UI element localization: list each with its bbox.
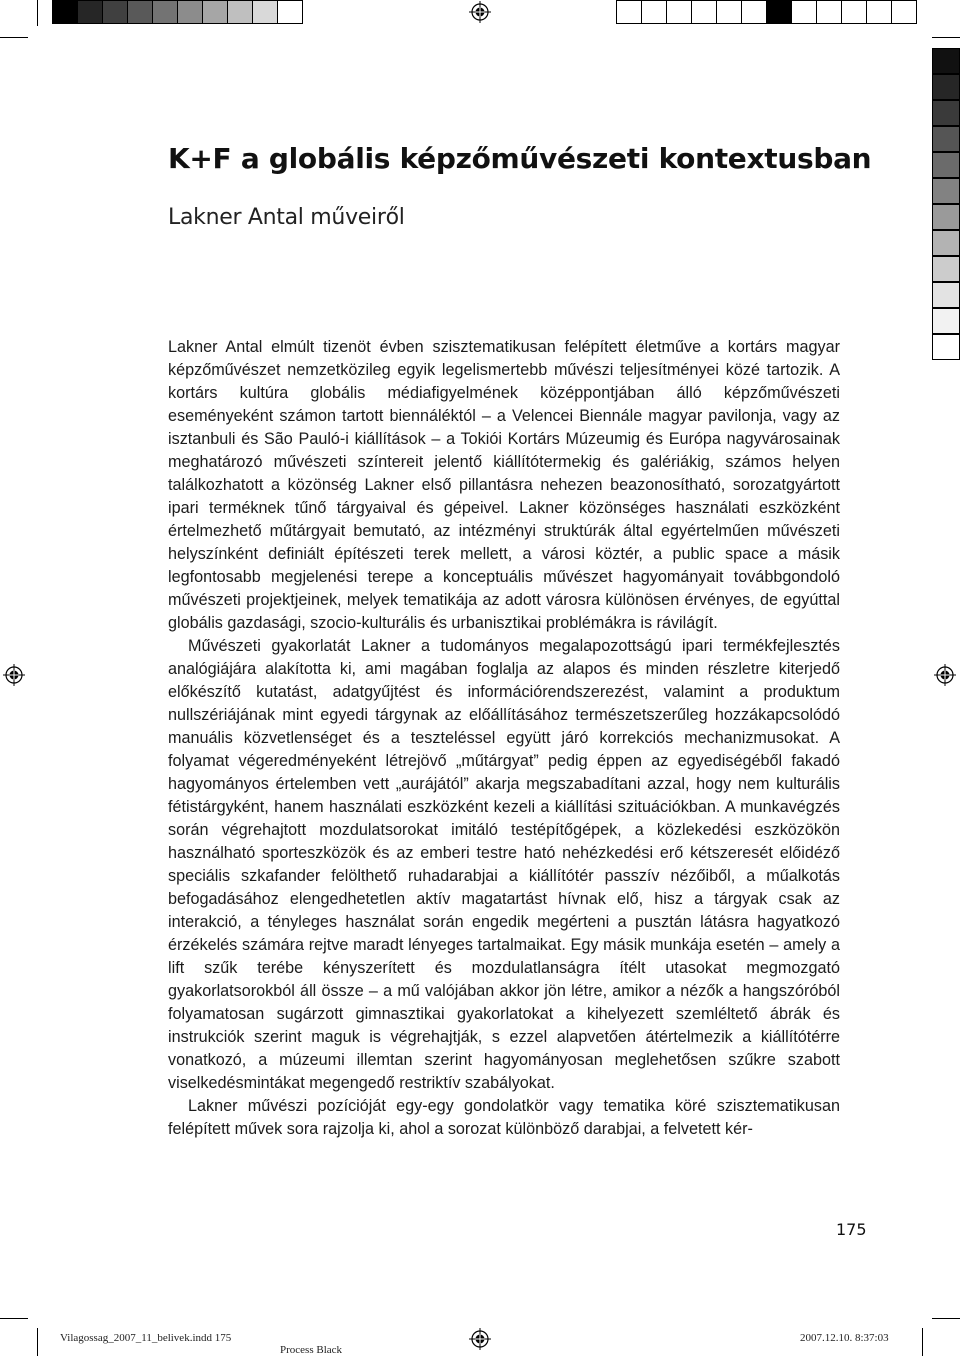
registration-mark-icon	[469, 1, 491, 23]
article-body	[168, 336, 840, 1141]
color-swatch	[741, 0, 767, 24]
article-title: K+F a globális képzőművészeti kontextusban	[168, 142, 872, 175]
color-swatch	[716, 0, 742, 24]
crop-mark	[922, 1328, 923, 1356]
color-swatch	[77, 0, 103, 24]
color-bar-top-right	[616, 0, 916, 24]
file-slug: Vilagossag_2007_11_belivek.indd 175	[60, 1332, 232, 1344]
date-slug: 2007.12.10. 8:37:03	[800, 1332, 889, 1344]
crop-mark	[37, 0, 38, 26]
color-swatch	[932, 230, 960, 256]
color-bar-top-left	[52, 0, 302, 24]
color-swatch	[932, 204, 960, 230]
color-swatch	[932, 100, 960, 126]
crop-mark	[932, 1318, 960, 1319]
color-swatch	[841, 0, 867, 24]
color-swatch	[152, 0, 178, 24]
color-swatch	[866, 0, 892, 24]
paragraph: Művészeti gyakorlatát Lakner a tudományos megalapozottságú ipari termékfejlesztés analógiájára alakította ki, ami magában foglalja az alapos és minden részletre kiterjedő előkészítő kutatást, adatgyűjtést és információrendszerezést, valamint a produktum nullszériájának mint egyedi tárgynak az előállításához természetszerűleg hozzákapcsolódó manuális közvetlenséget és a teszteléssel együtt járó korrekciós mechanizmusokat. A folyamat végeredményeként létrejövő „műtárgyat” pedig éppen az egyediségéből fakadó hagyományos értelemben vett „aurájától” akarja megszabadítani azzal, hogy nem kulturális fétistárgyként, hanem használati eszközként kezeli a kiállítási szituációkban. A munkavégzés során végrehajtott mozdulatsorokat imitáló testépítőgépek, a közlekedési eszközökön használható sporteszközök és az emberi testre ható nehézkedési erő kétszeresét előidéző speciális szkafander felölthető ruhadarabjai a kiállítótér passzív nézőiből, a műalkotás befogadásához elengedhetetlen aktív magatartást hívnak elő, hisz a tárgyak csak az interakció, a tényleges használat során engedik megérteni a pusztán látásra hagyatkozó érzékelés számára rejtve maradt lényeges tartalmaikat. Egy másik munkája esetén – amely a lift szűk terébe kényszerített és mozdulatlanságra ítélt utasokat megmozgató gyakorlatsorokból áll össze – a mű valójában akkor jön létre, amikor a nézők a hangszóróból folyamatosan sugárzott gimnasztikai gyakorlatokat a kihelyezett szemléltető ábrák és instrukciók szerint maguk is végrehajtják, s ezzel alapvetően átértelmezik a kiállítótérre vonatkozó, a múzeumi illemtan szerint hagyományosan meglehetősen szűkre szabott viselkedésmintákat megengedő restriktív szabályokat.	[168, 637, 840, 1092]
paragraph: Lakner Antal elmúlt tizenöt évben szisztematikusan felépített életműve a kortárs magyar képzőművészet nemzetközileg egyik legelismertebb művészi teljesítményei közé tartozik. A kortárs kultúra globális médiafigyelmének középpontjában álló képzőművészeti eseményeként számon tartott biennáléktól – a Velencei Biennále magyar pavilonja, vagy az isztanbuli és São Pauló-i kiállítások – a Tokiói Kortárs Múzeumig és Európa nagyvárosainak meghatározó művészeti színtereit jelentő kiállítótermekig és galériákig, számos helyen találkozhatott a közönség Lakner első pillantásra nehezen beazonosítható, sorozatgyártott ipari terméknek tűnő tárgyaival és gépeivel. Lakner közönséges használati eszközként értelmezhető műtárgyait bemutató, az intézményi struktúrák által egyértelműen művészeti helyszínként definiált építészeti terek mellett, a városi köztér, a public space a másik legfontosabb megjelenési terepe a konceptuális művészet hagyományait továbbgondoló művészeti projektjeinek, melyek tematikája az adott városra különösen érvényes, de egyúttal globális gazdasági, szocio-kulturális és urbanisztikai problémákra is rávilágít.	[168, 338, 840, 632]
crop-mark	[0, 37, 28, 38]
color-swatch	[932, 152, 960, 178]
color-swatch	[616, 0, 642, 24]
article-subtitle: Lakner Antal műveiről	[168, 205, 405, 230]
color-swatch	[932, 308, 960, 334]
color-swatch	[202, 0, 228, 24]
color-swatch	[277, 0, 303, 24]
color-swatch	[932, 334, 960, 360]
color-bar-side	[932, 48, 960, 360]
registration-mark-icon	[934, 664, 956, 686]
color-swatch	[932, 126, 960, 152]
color-swatch	[932, 256, 960, 282]
color-swatch	[666, 0, 692, 24]
color-swatch	[791, 0, 817, 24]
registration-mark-icon	[3, 664, 25, 686]
color-swatch	[52, 0, 78, 24]
color-swatch	[891, 0, 917, 24]
color-swatch	[252, 0, 278, 24]
page-number: 175	[836, 1220, 867, 1239]
color-swatch	[932, 74, 960, 100]
color-swatch	[177, 0, 203, 24]
color-swatch	[641, 0, 667, 24]
color-swatch	[816, 0, 842, 24]
color-swatch	[691, 0, 717, 24]
color-swatch	[932, 178, 960, 204]
color-swatch	[932, 282, 960, 308]
paragraph: Lakner művészi pozícióját egy-egy gondolatkör vagy tematika köré szisztematikusan felépített művek sora rajzolja ki, ahol a sorozat különböző darabjai, a felvetett kér-	[168, 1097, 840, 1138]
color-swatch	[102, 0, 128, 24]
registration-mark-icon	[469, 1328, 491, 1350]
color-swatch	[227, 0, 253, 24]
color-swatch	[766, 0, 792, 24]
crop-mark	[0, 1318, 28, 1319]
color-label: Process Black	[280, 1344, 343, 1356]
color-swatch	[127, 0, 153, 24]
crop-mark	[37, 1328, 38, 1356]
color-swatch	[932, 48, 960, 74]
crop-mark	[932, 37, 960, 38]
